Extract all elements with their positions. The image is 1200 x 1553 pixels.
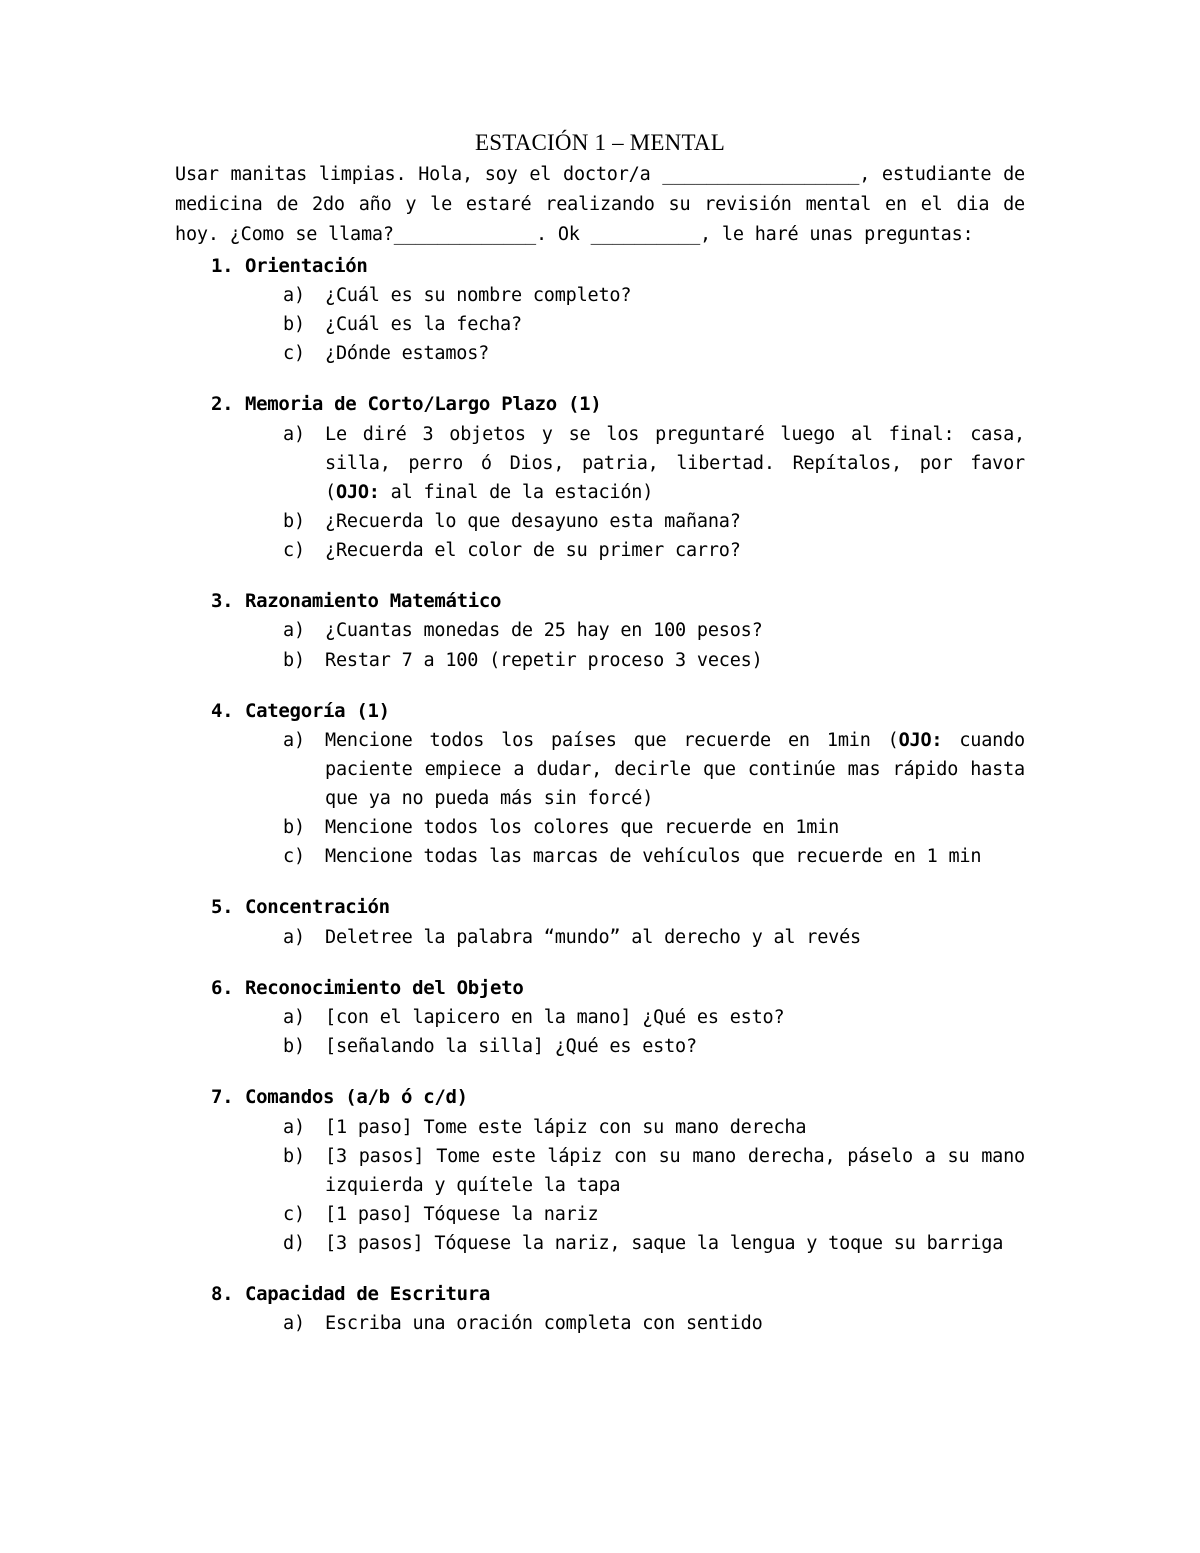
section-number: 7.	[211, 1086, 234, 1109]
section-number: 8.	[211, 1282, 234, 1305]
item-text: Mencione todas las marcas de vehículos que recuerde en 1 min	[325, 846, 982, 868]
section-gap	[175, 565, 1025, 587]
section-title: Razonamiento Matemático	[245, 590, 502, 613]
section-heading	[211, 390, 1025, 419]
item-text: [1 paso] Tome este lápiz con su mano derecha	[325, 1116, 807, 1138]
list-item	[283, 1229, 1025, 1258]
section-heading	[211, 252, 1025, 281]
item-letter: b)	[283, 314, 305, 336]
section-heading	[211, 587, 1025, 616]
section-items	[245, 281, 1025, 368]
item-emphasis: OJO:	[335, 481, 380, 503]
list-item	[283, 420, 1025, 507]
item-letter: c)	[283, 1203, 305, 1225]
item-text: ¿Cuantas monedas de 25 hay en 100 pesos?	[325, 620, 763, 642]
item-emphasis: OJO:	[898, 729, 943, 751]
section-number: 3.	[211, 590, 234, 613]
section-heading	[211, 697, 1025, 726]
item-letter: c)	[283, 846, 305, 868]
section-heading	[211, 974, 1025, 1003]
item-letter: a)	[283, 1116, 305, 1138]
list-item	[283, 1142, 1025, 1200]
section-title: Reconocimiento del Objeto	[245, 976, 524, 999]
item-letter: b)	[283, 817, 305, 839]
item-letter: d)	[283, 1232, 305, 1254]
section-gap	[175, 952, 1025, 974]
section-heading	[211, 1083, 1025, 1112]
section-gap	[175, 1258, 1025, 1280]
section-number: 1.	[211, 254, 234, 277]
section-items	[245, 726, 1025, 871]
list-item	[283, 1113, 1025, 1142]
section-gap	[175, 1061, 1025, 1083]
section-heading	[211, 893, 1025, 922]
page-title: ESTACIÓN 1 – MENTAL	[475, 130, 725, 155]
item-letter: c)	[283, 343, 305, 365]
item-letter: a)	[283, 926, 305, 948]
section-number: 5.	[211, 896, 234, 919]
list-item	[283, 1200, 1025, 1229]
section-items	[245, 616, 1025, 674]
section-title: Comandos (a/b ó c/d)	[245, 1086, 468, 1109]
list-item	[283, 646, 1025, 675]
section-number: 2.	[211, 393, 234, 416]
section-2	[175, 390, 1025, 565]
item-text: Restar 7 a 100 (repetir proceso 3 veces)	[325, 649, 763, 671]
list-item	[283, 616, 1025, 645]
item-text: ¿Cuál es la fecha?	[325, 314, 522, 336]
item-letter: a)	[283, 729, 305, 751]
list-item	[283, 1032, 1025, 1061]
section-gap	[175, 368, 1025, 390]
section-items	[245, 420, 1025, 565]
item-letter: a)	[283, 620, 305, 642]
item-text: [con el lapicero en la mano] ¿Qué es esto?	[325, 1007, 785, 1029]
section-4	[175, 697, 1025, 872]
item-text-before: Le diré 3 objetos y se los preguntaré luego al final: casa, silla, perro ó Dios, patria, libertad. Repítalos, por favor (	[325, 423, 1025, 503]
item-letter: b)	[283, 1145, 305, 1167]
item-text-after: cuando paciente empiece a dudar, decirle que continúe mas rápido hasta que ya no pueda más sin forcé)	[325, 729, 1025, 810]
item-letter: a)	[283, 285, 305, 307]
item-text-before: Mencione todos los países que recuerde en 1min (	[325, 729, 899, 751]
list-item	[283, 281, 1025, 310]
item-letter: c)	[283, 540, 305, 561]
item-text: Deletree la palabra “mundo” al derecho y al revés	[325, 926, 861, 948]
section-5	[175, 893, 1025, 951]
item-text: [señalando la silla] ¿Qué es esto?	[325, 1036, 697, 1058]
item-text: [3 pasos] Tome este lápiz con su mano derecha, páselo a su mano izquierda y quítele la tapa	[325, 1145, 1025, 1196]
section-items	[245, 1113, 1025, 1258]
list-item	[283, 310, 1025, 339]
list-item	[283, 536, 1025, 565]
item-text: ¿Recuerda el color de su primer carro?	[325, 540, 741, 561]
list-item	[283, 507, 1025, 536]
section-number: 4.	[211, 699, 234, 722]
item-text: ¿Recuerda lo que desayuno esta mañana?	[325, 510, 741, 532]
section-items	[245, 923, 1025, 952]
sections-list	[175, 252, 1025, 1338]
list-item	[283, 842, 1025, 871]
item-text: Mencione todos los colores que recuerde en 1min	[325, 817, 840, 839]
section-heading	[211, 1280, 1025, 1309]
item-text: [1 paso] Tóquese la nariz	[325, 1203, 599, 1225]
section-title: Concentración	[245, 896, 390, 919]
intro-paragraph: Usar manitas limpias. Hola, soy el doctor/a __________________, estudiante de medicina de 2do año y le estaré realizando su revisión mental en el dia de hoy. ¿Como se llama?_____________. Ok __________, le haré unas preguntas:	[175, 164, 1025, 245]
list-item	[283, 726, 1025, 813]
item-text: [3 pasos] Tóquese la nariz, saque la lengua y toque su barriga	[325, 1232, 1004, 1254]
list-item	[283, 1003, 1025, 1032]
list-item	[283, 923, 1025, 952]
section-1	[175, 252, 1025, 369]
section-gap	[175, 675, 1025, 697]
section-8	[175, 1280, 1025, 1338]
list-item	[283, 339, 1025, 368]
item-letter: a)	[283, 1007, 305, 1029]
section-number: 6.	[211, 976, 234, 999]
item-letter: b)	[283, 649, 305, 671]
section-title: Capacidad de Escritura	[245, 1282, 491, 1305]
section-3	[175, 587, 1025, 675]
section-title: Orientación	[245, 254, 368, 277]
item-letter: a)	[283, 423, 305, 445]
section-title: Categoría (1)	[245, 699, 390, 722]
item-letter: b)	[283, 510, 305, 532]
section-6	[175, 974, 1025, 1062]
section-gap	[175, 871, 1025, 893]
item-letter: a)	[283, 1313, 305, 1335]
section-7	[175, 1083, 1025, 1258]
list-item	[283, 1309, 1025, 1338]
item-letter: b)	[283, 1036, 305, 1058]
item-text: Escriba una oración completa con sentido	[325, 1313, 763, 1335]
section-items	[245, 1309, 1025, 1338]
list-item	[283, 813, 1025, 842]
section-title: Memoria de Corto/Largo Plazo (1)	[245, 393, 602, 416]
item-text: ¿Dónde estamos?	[325, 343, 490, 365]
item-text: ¿Cuál es su nombre completo?	[325, 285, 632, 307]
item-text-after: al final de la estación)	[379, 481, 654, 503]
section-items	[245, 1003, 1025, 1061]
